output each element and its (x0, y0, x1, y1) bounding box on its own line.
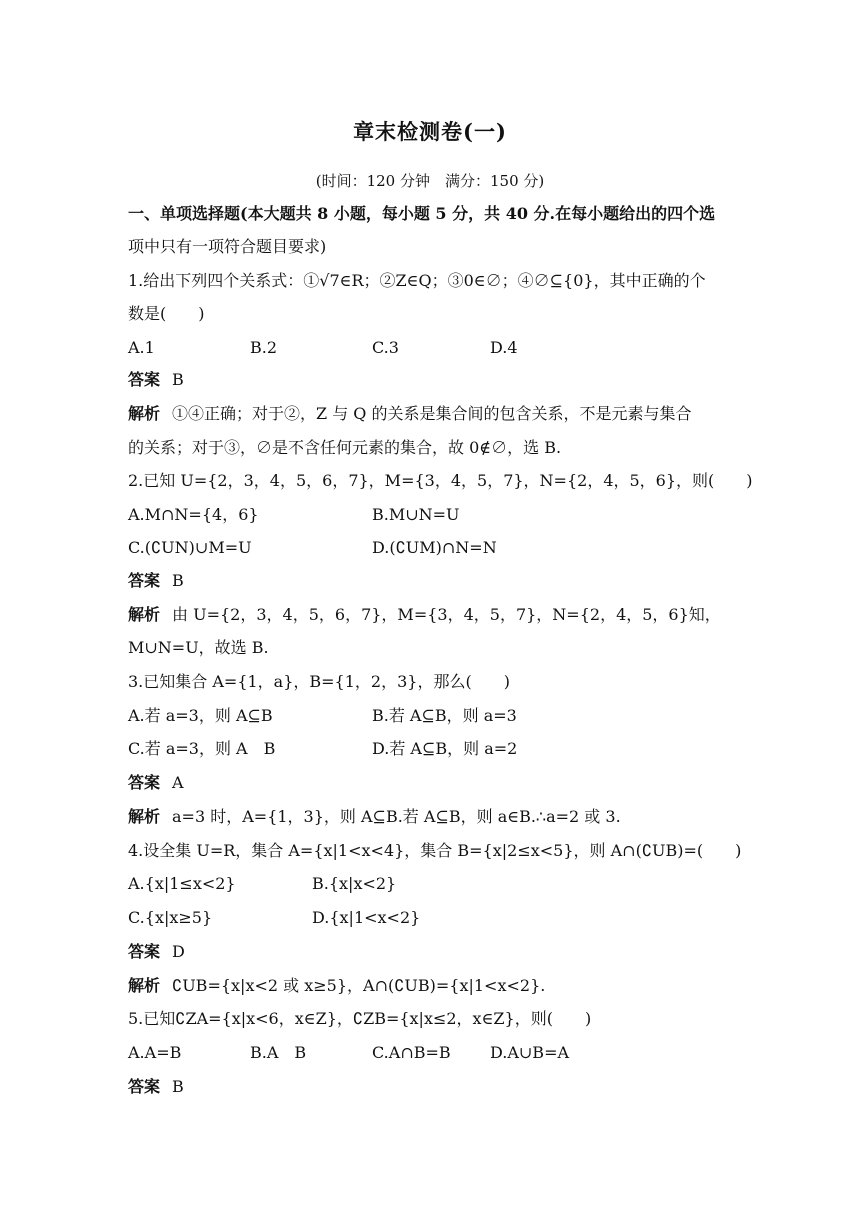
answer-value: B (172, 1077, 184, 1096)
option-c: C.(∁UN)∪M=U (128, 538, 252, 557)
option-a: A.M∩N={4，6} (128, 505, 259, 524)
question-2-solution (128, 604, 738, 626)
answer-value: D (172, 942, 185, 961)
answer-value: A (172, 773, 184, 792)
answer-label: 答案 (128, 370, 161, 389)
option-c: C.若 a=3，则 A B (128, 739, 276, 758)
option-d: D.{x|1<x<2} (312, 908, 421, 927)
option-d: D.4 (490, 338, 518, 357)
question-3-solution (128, 806, 738, 828)
solution-label: 解析 (128, 807, 161, 826)
option-a: A.1 (128, 338, 155, 357)
option-d: D.(∁UM)∩N=N (372, 538, 497, 557)
answer-value: B (172, 571, 184, 590)
question-4-stem: 4.设全集 U=R，集合 A={x|1<x<4}，集合 B={x|2≤x<5}，则 A∩(∁UB)=( ) (128, 841, 742, 860)
question-5-answer (128, 1076, 738, 1098)
answer-label: 答案 (128, 571, 161, 590)
question-1-solution-cont: 的关系；对于③，∅是不含任何元素的集合，故 0∉∅，选 B. (128, 438, 562, 457)
option-d: D.若 A⊆B，则 a=2 (372, 739, 518, 758)
question-5-stem: 5.已知∁ZA={x|x<6，x∈Z}，∁ZB={x|x≤2，x∈Z}，则( ) (128, 1009, 592, 1028)
solution-text: a=3 时，A={1，3}，则 A⊆B.若 A⊆B，则 a∈B.∴a=2 或 3. (172, 807, 621, 826)
question-2-answer (128, 570, 738, 592)
option-b: B.若 A⊆B，则 a=3 (372, 706, 517, 725)
question-4-answer (128, 941, 738, 963)
option-b: B.{x|x<2} (312, 874, 397, 893)
option-b: B.M∪N=U (372, 505, 460, 524)
question-1-solution (128, 403, 738, 425)
option-a: A.{x|1≤x<2} (128, 874, 236, 893)
section-heading: 一、单项选择题(本大题共 8 小题，每小题 5 分，共 40 分.在每小题给出的四个选 (128, 204, 716, 223)
section-heading-cont: 项中只有一项符合题目要求) (128, 237, 327, 256)
question-3-answer (128, 772, 738, 794)
option-c: C.3 (372, 338, 399, 357)
solution-text: ①④正确；对于②，Z 与 Q 的关系是集合间的包含关系，不是元素与集合 (172, 404, 692, 423)
option-c: C.A∩B=B (372, 1043, 451, 1062)
option-d: D.A∪B=A (490, 1043, 570, 1062)
option-c: C.{x|x≥5} (128, 908, 213, 927)
question-1-answer (128, 369, 738, 391)
option-b: B.2 (250, 338, 278, 357)
option-b: B.A B (250, 1043, 307, 1062)
option-a: A.A=B (128, 1043, 182, 1062)
solution-label: 解析 (128, 605, 161, 624)
answer-label: 答案 (128, 942, 161, 961)
question-3-stem: 3.已知集合 A={1，a}，B={1，2，3}，那么( ) (128, 672, 510, 691)
question-1-stem-cont: 数是( ) (128, 304, 205, 323)
answer-label: 答案 (128, 773, 161, 792)
solution-label: 解析 (128, 976, 161, 995)
solution-label: 解析 (128, 404, 161, 423)
solution-text: 由 U={2，3，4，5，6，7}，M={3，4，5，7}，N={2，4，5，6}知， (172, 605, 721, 624)
answer-value: B (172, 370, 184, 389)
question-2-solution-cont: M∪N=U，故选 B. (128, 638, 269, 657)
page-title: 章末检测卷(一) (353, 119, 507, 144)
solution-text: ∁UB={x|x<2 或 x≥5}，A∩(∁UB)={x|1<x<2}. (172, 976, 546, 995)
exam-info: (时间：120 分钟 满分：150 分) (315, 172, 545, 190)
question-1-stem: 1.给出下列四个关系式：①√7∈R；②Z∈Q；③0∈∅；④∅⊆{0}，其中正确的个 (128, 271, 706, 290)
question-2-stem: 2.已知 U={2，3，4，5，6，7}，M={3，4，5，7}，N={2，4，5，6}，则( ) (128, 471, 753, 490)
question-4-solution (128, 975, 738, 997)
answer-label: 答案 (128, 1077, 161, 1096)
option-a: A.若 a=3，则 A⊆B (128, 706, 273, 725)
